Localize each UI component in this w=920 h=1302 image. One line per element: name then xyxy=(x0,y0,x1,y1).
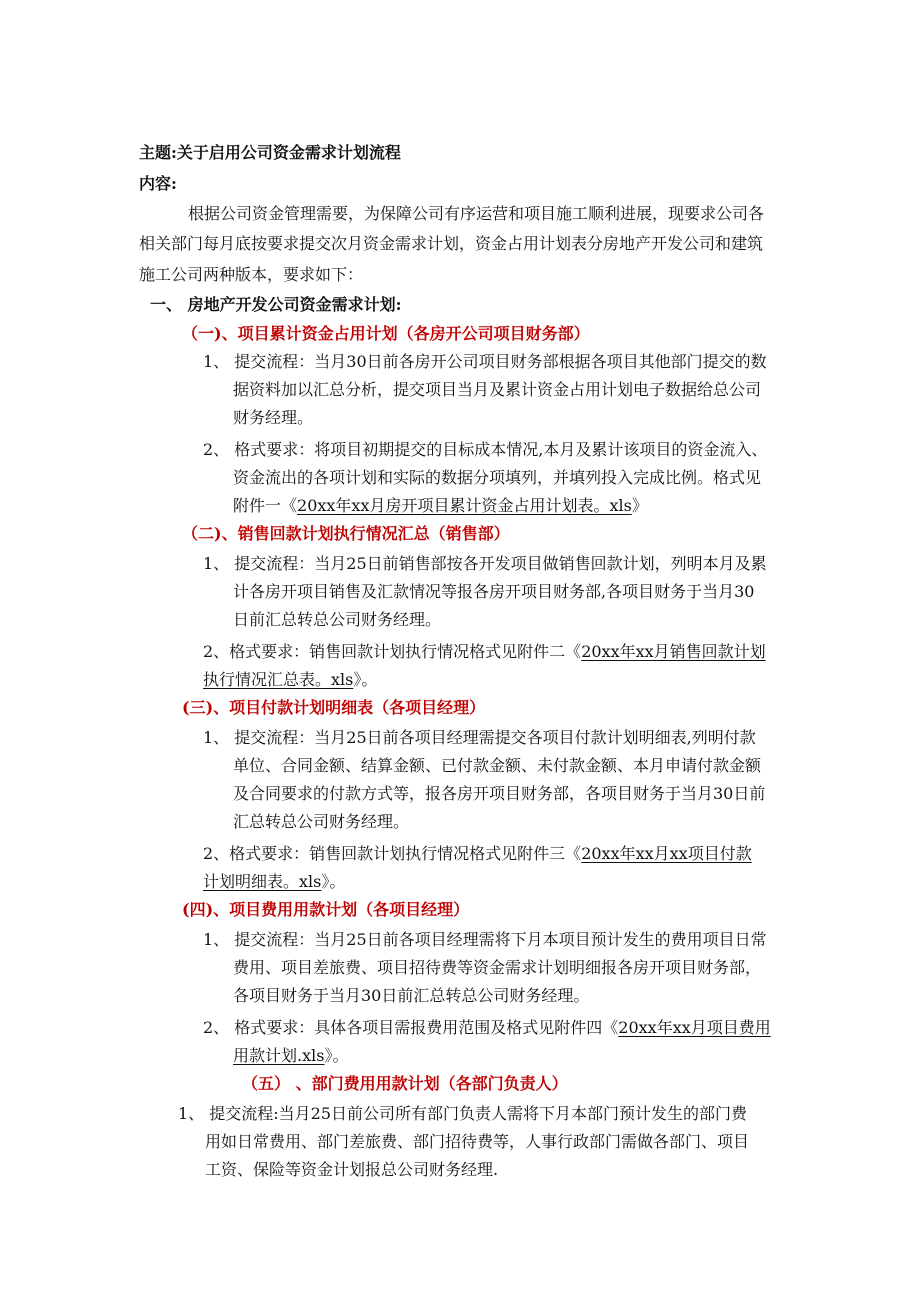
sec1-item2-line2: 资金流出的各项计划和实际的数据分项填列，并填列投入完成比例。格式见 xyxy=(233,468,762,487)
sec4-item2-prefix: 2、 格式要求：具体各项目需报费用范围及格式见附件四《 xyxy=(203,1018,619,1037)
attachment-3-link[interactable]: 20xx年xx月xx项目付款 xyxy=(581,844,752,863)
sec5-item1-line1: 1、 提交流程:当月25日前公司所有部门负责人需将下月本部门预计发生的部门费 xyxy=(178,1104,748,1123)
part1-heading: 一、 房地产开发公司资金需求计划: xyxy=(150,295,402,314)
sec1-item1-line2: 据资料加以汇总分析，提交项目当月及累计资金占用计划电子数据给总公司 xyxy=(233,380,762,399)
sec4-item2-suffix: 》。 xyxy=(324,1046,349,1065)
sec4-item1-line1: 1、 提交流程：当月25日前各项目经理需将下月本项目预计发生的费用项目日常 xyxy=(203,930,767,949)
intro-line-1: 根据公司资金管理需要，为保障公司有序运营和项目施工顺利进展，现要求公司各 xyxy=(188,204,765,223)
section2-heading: （二)、销售回款计划执行情况汇总（销售部） xyxy=(182,524,510,543)
sec1-item2-line1: 2、 格式要求：将项目初期提交的目标成本情况,本月及累计该项目的资金流入、 xyxy=(203,440,768,459)
sec2-item2-line2 xyxy=(203,669,377,691)
sec1-item2-suffix: 》 xyxy=(631,496,648,515)
content-label: 内容: xyxy=(139,174,177,193)
sec2-item1-line2: 计各房开项目销售及汇款情况等报各房开项目财务部,各项目财务于当月30 xyxy=(233,582,755,601)
sec2-item1-line3: 日前汇总转总公司财务经理。 xyxy=(233,610,442,629)
sec1-item2-line3 xyxy=(233,495,648,517)
intro-line-3: 施工公司两种版本，要求如下： xyxy=(139,265,364,284)
subject-line: 主题:关于启用公司资金需求计划流程 xyxy=(139,143,401,162)
sec2-item2-line1 xyxy=(203,641,766,663)
section5-heading: （五） 、部门费用用款计划（各部门负责人） xyxy=(242,1074,568,1093)
sec3-item1-line3: 及合同要求的付款方式等，报各房开项目财务部，各项目财务于当月30日前 xyxy=(233,784,766,803)
sec5-item1-line2: 用如日常费用、部门差旅费、部门招待费等，人事行政部门需做各部门、项目 xyxy=(205,1132,750,1151)
sec2-item2-prefix: 2、格式要求：销售回款计划执行情况格式见附件二《 xyxy=(203,642,582,661)
attachment-2-link[interactable]: 20xx年xx月销售回款计划 xyxy=(581,642,766,661)
attachment-4-link-cont[interactable]: 用款计划.xls xyxy=(233,1046,325,1065)
sec3-item1-line2: 单位、合同金额、结算金额、已付款金额、未付款金额、本月申请付款金额 xyxy=(233,756,762,775)
intro-line-2: 相关部门每月底按要求提交次月资金需求计划，资金占用计划表分房地产开发公司和建筑 xyxy=(139,234,764,253)
attachment-2-link-cont[interactable]: 执行情况汇总表。xls xyxy=(203,670,354,689)
sec1-item1-line3: 财务经理。 xyxy=(233,408,314,427)
attachment-3-link-cont[interactable]: 计划明细表。xls xyxy=(203,872,322,891)
sec4-item2-line1 xyxy=(203,1017,771,1039)
sec3-item2-prefix: 2、格式要求：销售回款计划执行情况格式见附件三《 xyxy=(203,844,582,863)
section3-heading: (三)、项目付款计划明细表（各项目经理） xyxy=(182,698,486,717)
section4-heading: (四)、项目费用用款计划（各项目经理） xyxy=(182,900,470,919)
sec2-item2-suffix: 》。 xyxy=(353,670,378,689)
attachment-1-link[interactable]: 20xx年xx月房开项目累计资金占用计划表。xls xyxy=(297,496,632,515)
sec4-item2-line2 xyxy=(233,1045,348,1067)
sec3-item2-line1 xyxy=(203,843,752,865)
sec3-item2-line2 xyxy=(203,871,345,893)
sec2-item1-line1: 1、 提交流程：当月25日前销售部按各开发项目做销售回款计划，列明本月及累 xyxy=(203,554,767,573)
sec1-item2-prefix: 附件一《 xyxy=(233,496,298,515)
sec5-item1-line3: 工资、保险等资金计划报总公司财务经理. xyxy=(205,1160,499,1179)
attachment-4-link[interactable]: 20xx年xx月项目费用 xyxy=(618,1018,771,1037)
sec3-item1-line1: 1、 提交流程：当月25日前各项目经理需提交各项目付款计划明细表,列明付款 xyxy=(203,728,756,747)
sec1-item1-line1: 1、 提交流程：当月30日前各房开公司项目财务部根据各项目其他部门提交的数 xyxy=(203,352,767,371)
section1-heading: （一)、项目累计资金占用计划（各房开公司项目财务部） xyxy=(182,324,590,343)
sec4-item1-line2: 费用、项目差旅费、项目招待费等资金需求计划明细报各房开项目财务部， xyxy=(233,958,762,977)
sec3-item2-suffix: 》。 xyxy=(321,872,346,891)
sec3-item1-line4: 汇总转总公司财务经理。 xyxy=(233,812,410,831)
sec4-item1-line3: 各项目财务于当月30日前汇总转总公司财务经理。 xyxy=(233,986,590,1005)
